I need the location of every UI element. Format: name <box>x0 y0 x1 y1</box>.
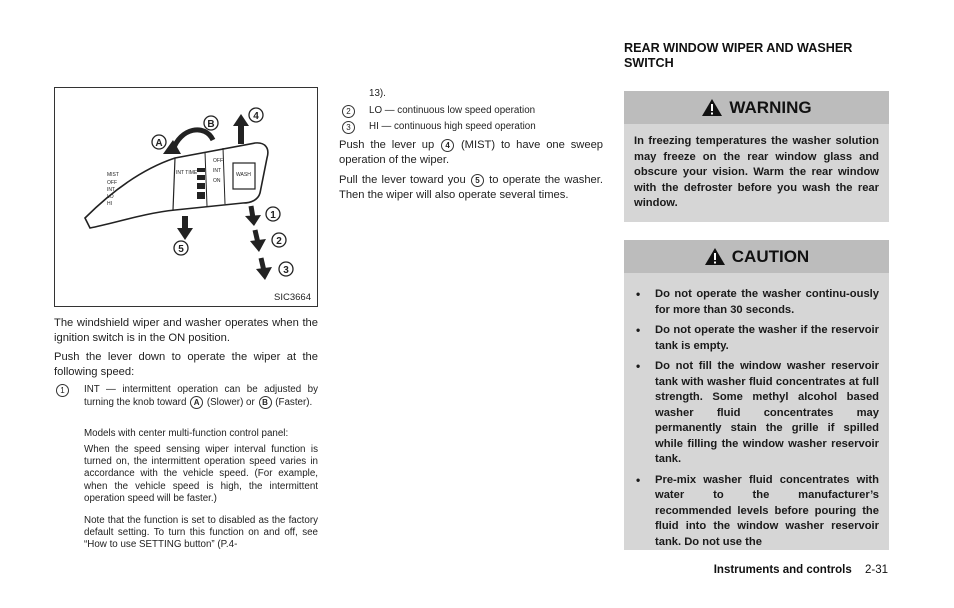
stalk-text-int: INT <box>107 187 116 193</box>
note-speed-sensing: When the speed sensing wiper interval function is turned on, the intermittent operation speed varies in accordance with the vehicle speed. (For example, when the vehicle speed is high, the intermittent operation speed will be faster.) <box>84 444 318 504</box>
item-2-lo-text: LO — continuous low speed operation <box>369 105 536 116</box>
warning-box <box>624 91 889 222</box>
wiper-lever-illustration <box>55 88 317 306</box>
footer-section: Instruments and controls <box>713 564 852 576</box>
stalk-text-int-time: INT TIME <box>176 170 198 176</box>
callout-a: A <box>155 138 163 149</box>
note-factory-default: Note that the function is set to disabled as the factory default setting. To turn this function on and off, see “How to use SETTING button” (P.4- <box>84 515 318 551</box>
caution-triangle-icon <box>704 247 726 266</box>
warning-triangle-icon <box>701 98 723 117</box>
caution-item: • Do not fill the window washer reservoir tank with washer fluid concentrates at full strength. Some methyl alcohol based washer fluid concentrates may permanently stain the grille if spilled while filling the window washer reservoir tank. <box>634 359 879 468</box>
continued-reference: 13). <box>369 88 386 99</box>
warning-header <box>624 91 889 124</box>
warning-text: In freezing temperatures the washer solution may freeze on the rear window glass and obscure your vision. Warm the rear window with the defroster before you wash the rear window. <box>634 135 879 210</box>
stalk-text-mist: MIST <box>107 172 119 178</box>
figure-label: SIC3664 <box>274 292 311 303</box>
stalk-text-off-2: OFF <box>213 158 223 164</box>
wash-number: 5 <box>471 174 484 187</box>
item-1-int-text <box>84 384 318 410</box>
item-1-text-c: (Faster). <box>275 397 313 409</box>
wiper-switch-figure <box>54 87 318 307</box>
stalk-text-lo: LO <box>107 194 114 200</box>
page-footer <box>714 564 888 576</box>
caution-list <box>624 273 889 550</box>
wash-text-b: to operate the washer. Then the wiper will also operate several times. <box>339 174 603 201</box>
page-number: 2-31 <box>864 564 888 576</box>
caution-header <box>624 240 889 273</box>
callout-4: 4 <box>253 111 259 122</box>
warning-title: WARNING <box>729 97 812 117</box>
item-1-number: 1 <box>56 384 69 397</box>
push-down-paragraph: Push the lever down to operate the wiper at the following speed: <box>54 351 318 378</box>
wash-paragraph <box>339 173 603 203</box>
caution-item: • Do not operate the washer continu-ously for more than 30 seconds. <box>634 287 879 318</box>
callout-3: 3 <box>283 265 289 276</box>
mist-text-b: (MIST) to have one sweep operation of the wiper. <box>339 139 604 166</box>
stalk-text-on: ON <box>213 178 221 184</box>
knob-b-marker: B <box>259 396 272 409</box>
callout-b: B <box>207 119 215 130</box>
caution-item: • Do not operate the washer if the reservoir tank is empty. <box>634 323 879 354</box>
caution-item: • Pre-mix washer fluid concentrates with water to the manufacturer’s recommended levels before pouring the fluid into the window washer reservoir tank. Do not use the <box>634 473 879 551</box>
callout-5: 5 <box>178 244 184 255</box>
stalk-text-off: OFF <box>107 180 117 186</box>
callout-2: 2 <box>276 236 282 247</box>
knob-a-marker: A <box>190 396 203 409</box>
item-1-text-a: INT — intermittent operation can be adjusted by turning the knob toward <box>84 384 318 409</box>
mist-number: 4 <box>441 139 454 152</box>
wash-text-a: Pull the lever toward you <box>339 174 466 186</box>
stalk-text-int-2: INT <box>213 168 222 174</box>
caution-title: CAUTION <box>731 246 810 266</box>
section-title: REAR WINDOW WIPER AND WASHER SWITCH <box>624 41 853 70</box>
item-3-hi-text: HI — continuous high speed operation <box>369 121 536 132</box>
caution-box <box>624 240 889 550</box>
note-models: Models with center multi-function control panel: <box>84 428 289 439</box>
item-1-text-b: (Slower) or <box>206 397 255 409</box>
mist-text-a: Push the lever up <box>339 139 435 151</box>
item-2-number: 2 <box>342 105 355 118</box>
stalk-text-wash: WASH <box>236 172 251 178</box>
intro-paragraph: The windshield wiper and washer operates when the ignition switch is in the ON position. <box>54 317 318 344</box>
mist-paragraph <box>339 138 603 168</box>
callout-1: 1 <box>270 210 276 221</box>
stalk-text-hi: HI <box>107 201 112 207</box>
item-3-number: 3 <box>342 121 355 134</box>
